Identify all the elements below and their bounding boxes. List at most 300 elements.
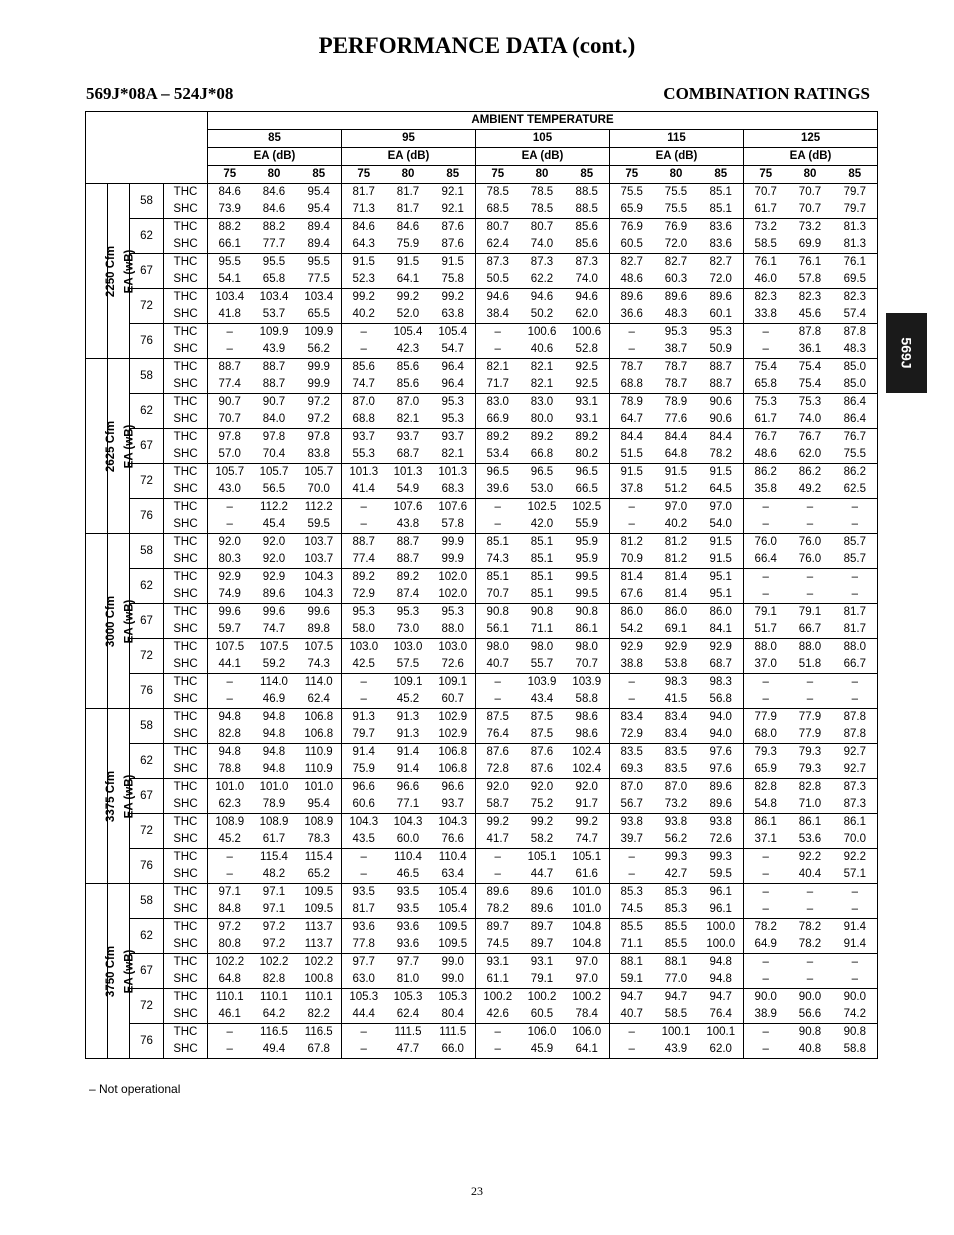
value-cell: 77.6	[664, 413, 688, 425]
table-row-shc	[86, 691, 878, 709]
ea-wb-label-text: EA (wB)	[123, 774, 136, 818]
wet-bulb-value: 62	[130, 219, 164, 254]
value-cell: 77.9	[798, 728, 822, 740]
db-value-header: 85	[833, 166, 878, 184]
value-cell: 96.6	[342, 779, 386, 797]
value-cell: 103.4	[208, 289, 252, 307]
value-cell: –	[788, 954, 833, 972]
value-cell: 62.0	[798, 448, 822, 460]
value-cell: 95.4	[297, 184, 342, 202]
value-cell: 88.7	[709, 378, 732, 390]
value-cell: 106.8	[431, 744, 476, 762]
value-cell: 63.0	[342, 971, 386, 989]
value-cell: 105.1	[520, 849, 565, 867]
value-cell: 95.3	[441, 413, 464, 425]
value-cell: 96.1	[709, 903, 732, 915]
value-cell: –	[744, 849, 788, 867]
value-cell: 78.2	[709, 448, 732, 460]
value-cell: 85.6	[565, 219, 610, 237]
value-cell: 62.0	[699, 1041, 744, 1059]
value-cell: 78.8	[208, 761, 252, 779]
value-cell: 50.9	[699, 341, 744, 359]
table-row-shc	[86, 341, 878, 359]
row-type-label: THC	[164, 569, 208, 587]
value-cell: 83.4	[610, 709, 654, 727]
value-cell: 72.0	[709, 273, 732, 285]
wet-bulb-value: 76	[130, 849, 164, 884]
value-cell: 58.7	[476, 796, 520, 814]
value-cell: –	[476, 1024, 520, 1042]
value-cell: 59.7	[208, 621, 252, 639]
value-cell: 80.4	[441, 1008, 464, 1020]
value-cell: 85.1	[476, 569, 520, 587]
value-cell: 56.8	[699, 691, 744, 709]
value-cell: 97.1	[262, 903, 286, 915]
db-value-header: 85	[297, 166, 342, 184]
value-cell: 105.7	[208, 464, 252, 482]
value-cell: 75.3	[744, 394, 788, 412]
value-cell: 54.9	[396, 483, 420, 495]
value-cell: 104.3	[342, 814, 386, 832]
value-cell: 70.7	[744, 184, 788, 202]
value-cell: 76.7	[788, 429, 833, 447]
value-cell: 41.4	[342, 481, 386, 499]
value-cell: 38.7	[654, 341, 699, 359]
value-cell: 78.2	[744, 919, 788, 937]
value-cell: 101.3	[342, 464, 386, 482]
value-cell: 82.7	[654, 254, 699, 272]
value-cell: 97.8	[208, 429, 252, 447]
value-cell: 95.3	[699, 324, 744, 342]
value-cell: 93.6	[386, 919, 431, 937]
value-cell: 81.4	[610, 569, 654, 587]
value-cell: 93.5	[386, 884, 431, 902]
value-cell: –	[788, 884, 833, 902]
value-cell: –	[476, 674, 520, 692]
value-cell: 78.3	[307, 833, 330, 845]
value-cell: 85.1	[520, 534, 565, 552]
value-cell: 85.6	[386, 359, 431, 377]
ea-db-header: EA (dB)	[610, 148, 744, 166]
value-cell: 78.7	[654, 359, 699, 377]
value-cell: 83.6	[709, 238, 732, 250]
row-type-label: THC	[164, 429, 208, 447]
value-cell: 99.2	[342, 289, 386, 307]
value-cell: 75.3	[788, 394, 833, 412]
value-cell: 39.6	[476, 481, 520, 499]
value-cell: –	[208, 674, 252, 692]
value-cell: –	[833, 499, 878, 517]
value-cell: 64.1	[565, 1041, 610, 1059]
row-type-label: SHC	[164, 656, 208, 674]
value-cell: 89.6	[530, 903, 554, 915]
row-type-label: THC	[164, 849, 208, 867]
value-cell: 94.8	[208, 744, 252, 762]
db-value-header: 80	[520, 166, 565, 184]
value-cell: 88.0	[833, 639, 878, 657]
value-cell: 86.2	[788, 464, 833, 482]
row-type-label: SHC	[164, 271, 208, 289]
value-cell: 93.7	[342, 429, 386, 447]
value-cell: 45.9	[520, 1041, 565, 1059]
value-cell: 111.5	[386, 1024, 431, 1042]
value-cell: 94.7	[654, 989, 699, 1007]
value-cell: 82.1	[441, 448, 464, 460]
value-cell: 76.1	[833, 254, 878, 272]
value-cell: 103.7	[297, 534, 342, 552]
value-cell: 92.0	[476, 779, 520, 797]
value-cell: 89.6	[699, 779, 744, 797]
value-cell: 84.6	[386, 219, 431, 237]
value-cell: 91.4	[833, 936, 878, 954]
value-cell: 105.1	[565, 849, 610, 867]
table-row-shc	[86, 1041, 878, 1059]
value-cell: 72.9	[610, 726, 654, 744]
db-value-header: 75	[744, 166, 788, 184]
value-cell: 53.4	[476, 446, 520, 464]
value-cell: 57.5	[396, 658, 420, 670]
value-cell: 60.7	[431, 691, 476, 709]
value-cell: –	[610, 1041, 654, 1059]
value-cell: 89.6	[262, 588, 286, 600]
value-cell: 103.4	[252, 289, 297, 307]
value-cell: 84.8	[208, 901, 252, 919]
value-cell: 51.7	[744, 621, 788, 639]
value-cell: 78.5	[530, 203, 554, 215]
value-cell: 43.8	[386, 516, 431, 534]
value-cell: 80.0	[530, 413, 554, 425]
value-cell: –	[476, 849, 520, 867]
value-cell: –	[476, 516, 520, 534]
value-cell: 83.8	[307, 448, 330, 460]
table-row-thc	[86, 989, 878, 1007]
value-cell: 79.3	[744, 744, 788, 762]
value-cell: 93.8	[610, 814, 654, 832]
value-cell: 90.0	[788, 989, 833, 1007]
value-cell: 74.7	[342, 376, 386, 394]
row-type-label: THC	[164, 674, 208, 692]
table-row-thc	[86, 429, 878, 447]
value-cell: 75.9	[342, 761, 386, 779]
value-cell: 45.2	[208, 831, 252, 849]
value-cell: 89.2	[342, 569, 386, 587]
table-row-thc	[86, 674, 878, 692]
value-cell: 96.4	[431, 359, 476, 377]
db-value-header: 75	[342, 166, 386, 184]
row-type-label: THC	[164, 359, 208, 377]
value-cell: 109.9	[297, 324, 342, 342]
row-type-label: THC	[164, 324, 208, 342]
value-cell: 89.6	[610, 289, 654, 307]
value-cell: 106.8	[438, 763, 468, 775]
side-tab-label: 569J	[898, 337, 915, 369]
value-cell: 97.6	[699, 744, 744, 762]
value-cell: 76.0	[788, 534, 833, 552]
value-cell: 91.7	[575, 798, 598, 810]
value-cell: 95.3	[654, 324, 699, 342]
value-cell: 95.5	[208, 254, 252, 272]
value-cell: 83.4	[664, 728, 688, 740]
value-cell: 88.5	[575, 203, 598, 215]
value-cell: 49.2	[798, 483, 822, 495]
value-cell: 82.3	[744, 289, 788, 307]
value-cell: 87.3	[833, 796, 878, 814]
value-cell: 99.0	[441, 973, 464, 985]
side-tab	[886, 313, 927, 393]
value-cell: 40.6	[520, 341, 565, 359]
value-cell: 92.0	[252, 534, 297, 552]
value-cell: 109.1	[431, 674, 476, 692]
value-cell: 78.5	[476, 184, 520, 202]
value-cell: 93.6	[342, 919, 386, 937]
value-cell: 110.9	[297, 744, 342, 762]
value-cell: 90.7	[252, 394, 297, 412]
value-cell: 87.6	[520, 744, 565, 762]
value-cell: –	[833, 569, 878, 587]
value-cell: 85.6	[575, 238, 598, 250]
value-cell: 109.5	[304, 903, 334, 915]
table-row-shc	[86, 586, 878, 604]
value-cell: 85.7	[833, 534, 878, 552]
value-cell: 76.4	[709, 1008, 732, 1020]
value-cell: 103.9	[520, 674, 565, 692]
value-cell: 37.8	[610, 481, 654, 499]
table-row-shc	[86, 761, 878, 779]
value-cell: 85.1	[699, 184, 744, 202]
value-cell: 48.6	[744, 446, 788, 464]
value-cell: –	[342, 849, 386, 867]
value-cell: 67.6	[610, 586, 654, 604]
row-type-label: THC	[164, 744, 208, 762]
value-cell: 77.5	[307, 273, 330, 285]
value-cell: 36.6	[610, 306, 654, 324]
value-cell: –	[610, 499, 654, 517]
value-cell: 82.3	[833, 289, 878, 307]
value-cell: 91.5	[342, 254, 386, 272]
wet-bulb-value: 76	[130, 674, 164, 709]
value-cell: 46.0	[744, 271, 788, 289]
value-cell: 92.0	[262, 553, 286, 565]
value-cell: 74.7	[575, 833, 598, 845]
value-cell: 62.0	[575, 308, 598, 320]
value-cell: 82.8	[788, 779, 833, 797]
value-cell: 102.5	[565, 499, 610, 517]
value-cell: –	[833, 901, 878, 919]
value-cell: 86.0	[610, 604, 654, 622]
value-cell: 78.2	[798, 938, 822, 950]
value-cell: 95.1	[709, 588, 732, 600]
value-cell: 77.9	[788, 709, 833, 727]
value-cell: 87.0	[654, 779, 699, 797]
value-cell: 53.7	[262, 308, 286, 320]
ambient-temp-header: 115	[610, 130, 744, 148]
ea-db-header: EA (dB)	[744, 148, 878, 166]
value-cell: 85.1	[520, 569, 565, 587]
value-cell: 88.0	[788, 639, 833, 657]
value-cell: 71.3	[342, 201, 386, 219]
value-cell: –	[342, 341, 386, 359]
value-cell: 88.7	[699, 359, 744, 377]
value-cell: 70.0	[307, 483, 330, 495]
row-type-label: THC	[164, 954, 208, 972]
value-cell: –	[788, 499, 833, 517]
value-cell: 116.5	[297, 1024, 342, 1042]
value-cell: 83.5	[654, 744, 699, 762]
value-cell: 99.5	[575, 588, 598, 600]
value-cell: –	[833, 674, 878, 692]
value-cell: 81.7	[833, 604, 878, 622]
value-cell: 93.7	[431, 429, 476, 447]
header-row-ambient	[86, 112, 878, 130]
value-cell: 87.0	[610, 779, 654, 797]
value-cell: –	[342, 1041, 386, 1059]
value-cell: 71.7	[476, 376, 520, 394]
row-type-label: SHC	[164, 866, 208, 884]
value-cell: 76.9	[654, 219, 699, 237]
value-cell: 78.2	[788, 919, 833, 937]
value-cell: 100.0	[706, 938, 736, 950]
value-cell: 62.2	[530, 273, 554, 285]
row-type-label: THC	[164, 814, 208, 832]
value-cell: 80.7	[476, 219, 520, 237]
value-cell: 88.5	[565, 184, 610, 202]
value-cell: 70.7	[788, 184, 833, 202]
value-cell: –	[806, 903, 814, 915]
row-type-label: SHC	[164, 796, 208, 814]
value-cell: 89.2	[386, 569, 431, 587]
value-cell: 96.5	[565, 464, 610, 482]
value-cell: 68.7	[709, 658, 732, 670]
value-cell: 75.5	[610, 184, 654, 202]
value-cell: 83.4	[654, 709, 699, 727]
value-cell: 96.5	[476, 464, 520, 482]
value-cell: –	[476, 691, 520, 709]
value-cell: 43.9	[654, 1041, 699, 1059]
table-row-shc	[86, 481, 878, 499]
wet-bulb-value: 62	[130, 744, 164, 779]
value-cell: 97.2	[252, 919, 297, 937]
value-cell: –	[806, 973, 814, 985]
row-type-label: SHC	[164, 411, 208, 429]
value-cell: 98.6	[575, 728, 598, 740]
value-cell: 80.2	[575, 448, 598, 460]
value-cell: 99.5	[565, 569, 610, 587]
value-cell: 93.1	[575, 413, 598, 425]
value-cell: 104.8	[565, 919, 610, 937]
value-cell: 74.7	[262, 623, 286, 635]
value-cell: 94.7	[610, 989, 654, 1007]
value-cell: 88.7	[262, 378, 286, 390]
value-cell: 84.4	[654, 429, 699, 447]
value-cell: 49.4	[252, 1041, 297, 1059]
value-cell: 88.1	[610, 954, 654, 972]
value-cell: 88.7	[386, 534, 431, 552]
value-cell: 74.5	[610, 901, 654, 919]
value-cell: 46.5	[386, 866, 431, 884]
value-cell: 84.6	[208, 184, 252, 202]
table-row-thc	[86, 184, 878, 202]
db-value-header: 85	[699, 166, 744, 184]
value-cell: 93.5	[342, 884, 386, 902]
wet-bulb-value: 62	[130, 569, 164, 604]
ea-wb-label-text: EA (wB)	[123, 949, 136, 993]
value-cell: 108.9	[208, 814, 252, 832]
row-type-label: SHC	[164, 1006, 208, 1024]
value-cell: 59.2	[262, 658, 286, 670]
value-cell: –	[610, 324, 654, 342]
value-cell: 98.0	[520, 639, 565, 657]
value-cell: –	[208, 866, 252, 884]
value-cell: 84.6	[342, 219, 386, 237]
value-cell: 78.5	[520, 184, 565, 202]
table-row-thc	[86, 324, 878, 342]
value-cell: 112.2	[297, 499, 342, 517]
value-cell: 79.1	[788, 604, 833, 622]
wet-bulb-value: 67	[130, 254, 164, 289]
value-cell: 97.2	[208, 919, 252, 937]
row-type-label: SHC	[164, 936, 208, 954]
value-cell: 77.4	[342, 551, 386, 569]
value-cell: 71.1	[610, 936, 654, 954]
value-cell: 85.6	[342, 359, 386, 377]
model-number: 569J*08A – 524J*08	[86, 84, 234, 103]
value-cell: 102.2	[252, 954, 297, 972]
value-cell: 56.2	[297, 341, 342, 359]
value-cell: 89.6	[520, 884, 565, 902]
value-cell: 63.4	[431, 866, 476, 884]
value-cell: 88.1	[654, 954, 699, 972]
value-cell: 82.1	[530, 378, 554, 390]
value-cell: 105.7	[297, 464, 342, 482]
value-cell: 90.0	[833, 989, 878, 1007]
value-cell: 69.1	[664, 623, 688, 635]
value-cell: 40.8	[788, 1041, 833, 1059]
value-cell: 92.9	[699, 639, 744, 657]
value-cell: 85.1	[530, 588, 554, 600]
value-cell: 61.1	[476, 971, 520, 989]
value-cell: 89.7	[520, 919, 565, 937]
value-cell: 60.3	[664, 273, 688, 285]
table-row-thc	[86, 1024, 878, 1042]
value-cell: 65.5	[307, 308, 330, 320]
value-cell: 91.3	[342, 709, 386, 727]
table-row-shc	[86, 866, 878, 884]
value-cell: 59.1	[610, 971, 654, 989]
value-cell: 82.1	[476, 359, 520, 377]
value-cell: 47.7	[386, 1041, 431, 1059]
value-cell: –	[342, 324, 386, 342]
value-cell: 100.2	[565, 989, 610, 1007]
value-cell: 99.9	[297, 359, 342, 377]
wet-bulb-value: 62	[130, 394, 164, 429]
value-cell: –	[342, 1024, 386, 1042]
value-cell: 94.8	[208, 709, 252, 727]
value-cell: –	[476, 324, 520, 342]
value-cell: 54.2	[610, 621, 654, 639]
value-cell: 75.4	[798, 378, 822, 390]
value-cell: 81.3	[833, 236, 878, 254]
value-cell: 81.7	[396, 203, 420, 215]
value-cell: 97.7	[386, 954, 431, 972]
value-cell: 57.4	[833, 306, 878, 324]
value-cell: 97.7	[342, 954, 386, 972]
value-cell: 70.7	[575, 658, 598, 670]
db-value-header: 80	[252, 166, 297, 184]
table-row-thc	[86, 919, 878, 937]
value-cell: 72.0	[664, 238, 688, 250]
value-cell: 113.7	[297, 919, 342, 937]
value-cell: 99.9	[307, 378, 330, 390]
